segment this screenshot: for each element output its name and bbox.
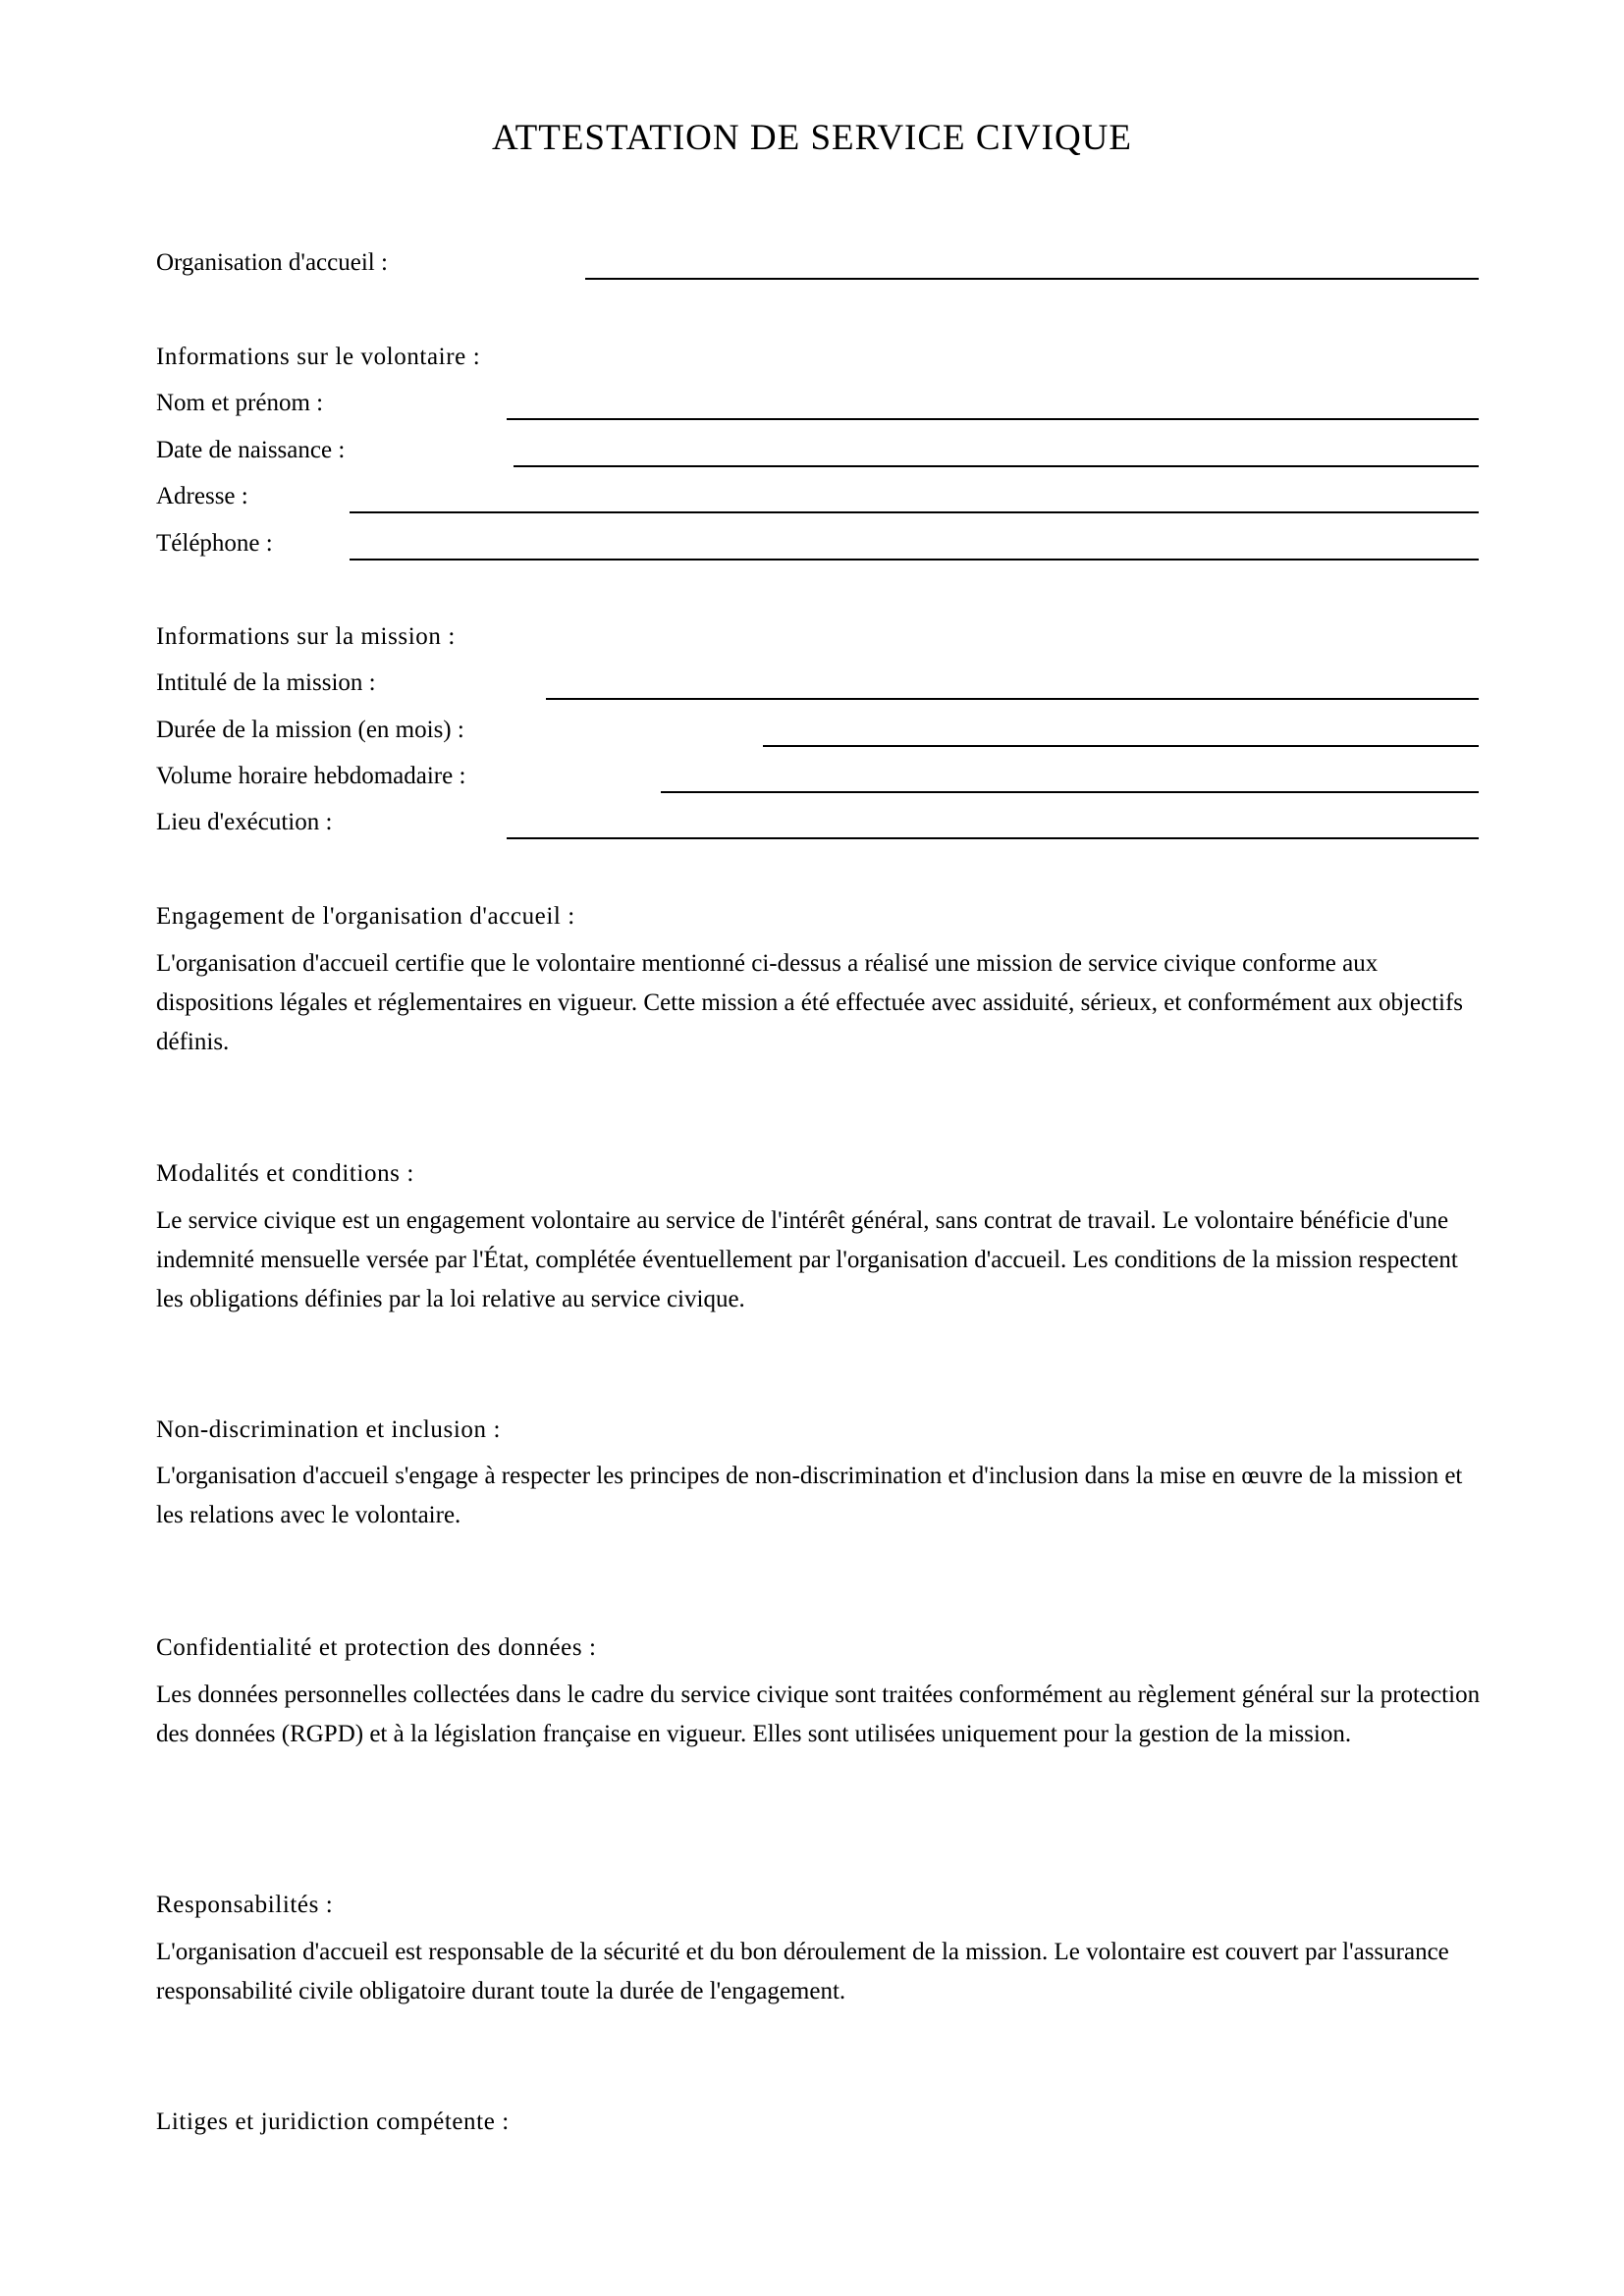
host-org-label: Organisation d'accueil : [156,249,388,276]
volunteer-birthdate-label: Date de naissance : [156,437,346,463]
volunteer-phone-label: Téléphone : [156,530,273,557]
mission-info-heading: Informations sur la mission : [156,623,456,650]
non-discrimination-text: L'organisation d'accueil s'engage à respecter les principes de non-discrimination et d'inclusion dans la mise en œuvre de la mission et les relations avec le volontaire. [156,1463,1463,1528]
mission-location-field[interactable] [507,837,1479,839]
conditions-heading: Modalités et conditions : [156,1160,414,1187]
engagement-heading: Engagement de l'organisation d'accueil : [156,903,575,930]
document-title: ATTESTATION DE SERVICE CIVIQUE [492,118,1132,158]
responsibilities-text: L'organisation d'accueil est responsable de la sécurité et du bon déroulement de la mission. Le volontaire est couvert par l'assurance responsabilité civile obligatoire durant toute la durée de l'engagement. [156,1939,1449,2004]
mission-duration-field[interactable] [763,745,1479,747]
data-protection-text: Les données personnelles collectées dans le cadre du service civique sont traitées conformément au règlement général sur la protection des données (RGPD) et à la législation française en vigueur. Elles sont utilisées uniquement pour la gestion de la mission. [156,1682,1481,1747]
data-protection-heading: Confidentialité et protection des données : [156,1634,597,1661]
conditions-text: Le service civique est un engagement volontaire au service de l'intérêt général, sans contrat de travail. Le volontaire bénéficie d'une indemnité mensuelle versée par l'État, complétée éventuellement par l'organisation d'accueil. Les conditions de la mission respectent les obligations définies par la loi relative au service civique. [156,1207,1458,1312]
volunteer-name-field[interactable] [507,418,1479,420]
non-discrimination-heading: Non-discrimination et inclusion : [156,1416,502,1443]
disputes-heading: Litiges et juridiction compétente : [156,2109,510,2135]
weekly-hours-field[interactable] [661,791,1479,793]
volunteer-address-label: Adresse : [156,483,248,509]
mission-duration-label: Durée de la mission (en mois) : [156,717,464,743]
volunteer-info-heading: Informations sur le volontaire : [156,344,481,370]
mission-location-label: Lieu d'exécution : [156,809,333,835]
volunteer-address-field[interactable] [350,511,1479,513]
volunteer-birthdate-field[interactable] [514,465,1479,467]
weekly-hours-label: Volume horaire hebdomadaire : [156,763,466,789]
volunteer-name-label: Nom et prénom : [156,390,324,416]
engagement-text: L'organisation d'accueil certifie que le volontaire mentionné ci-dessus a réalisé une mission de service civique conforme aux dispositions légales et réglementaires en vigueur. Cette mission a été effectuée avec assiduité, sérieux, et conformément aux objectifs définis. [156,950,1464,1055]
host-org-field[interactable] [585,278,1479,280]
mission-title-field[interactable] [546,698,1479,700]
mission-title-label: Intitulé de la mission : [156,669,376,696]
volunteer-phone-field[interactable] [350,559,1479,561]
responsibilities-heading: Responsabilités : [156,1892,334,1918]
